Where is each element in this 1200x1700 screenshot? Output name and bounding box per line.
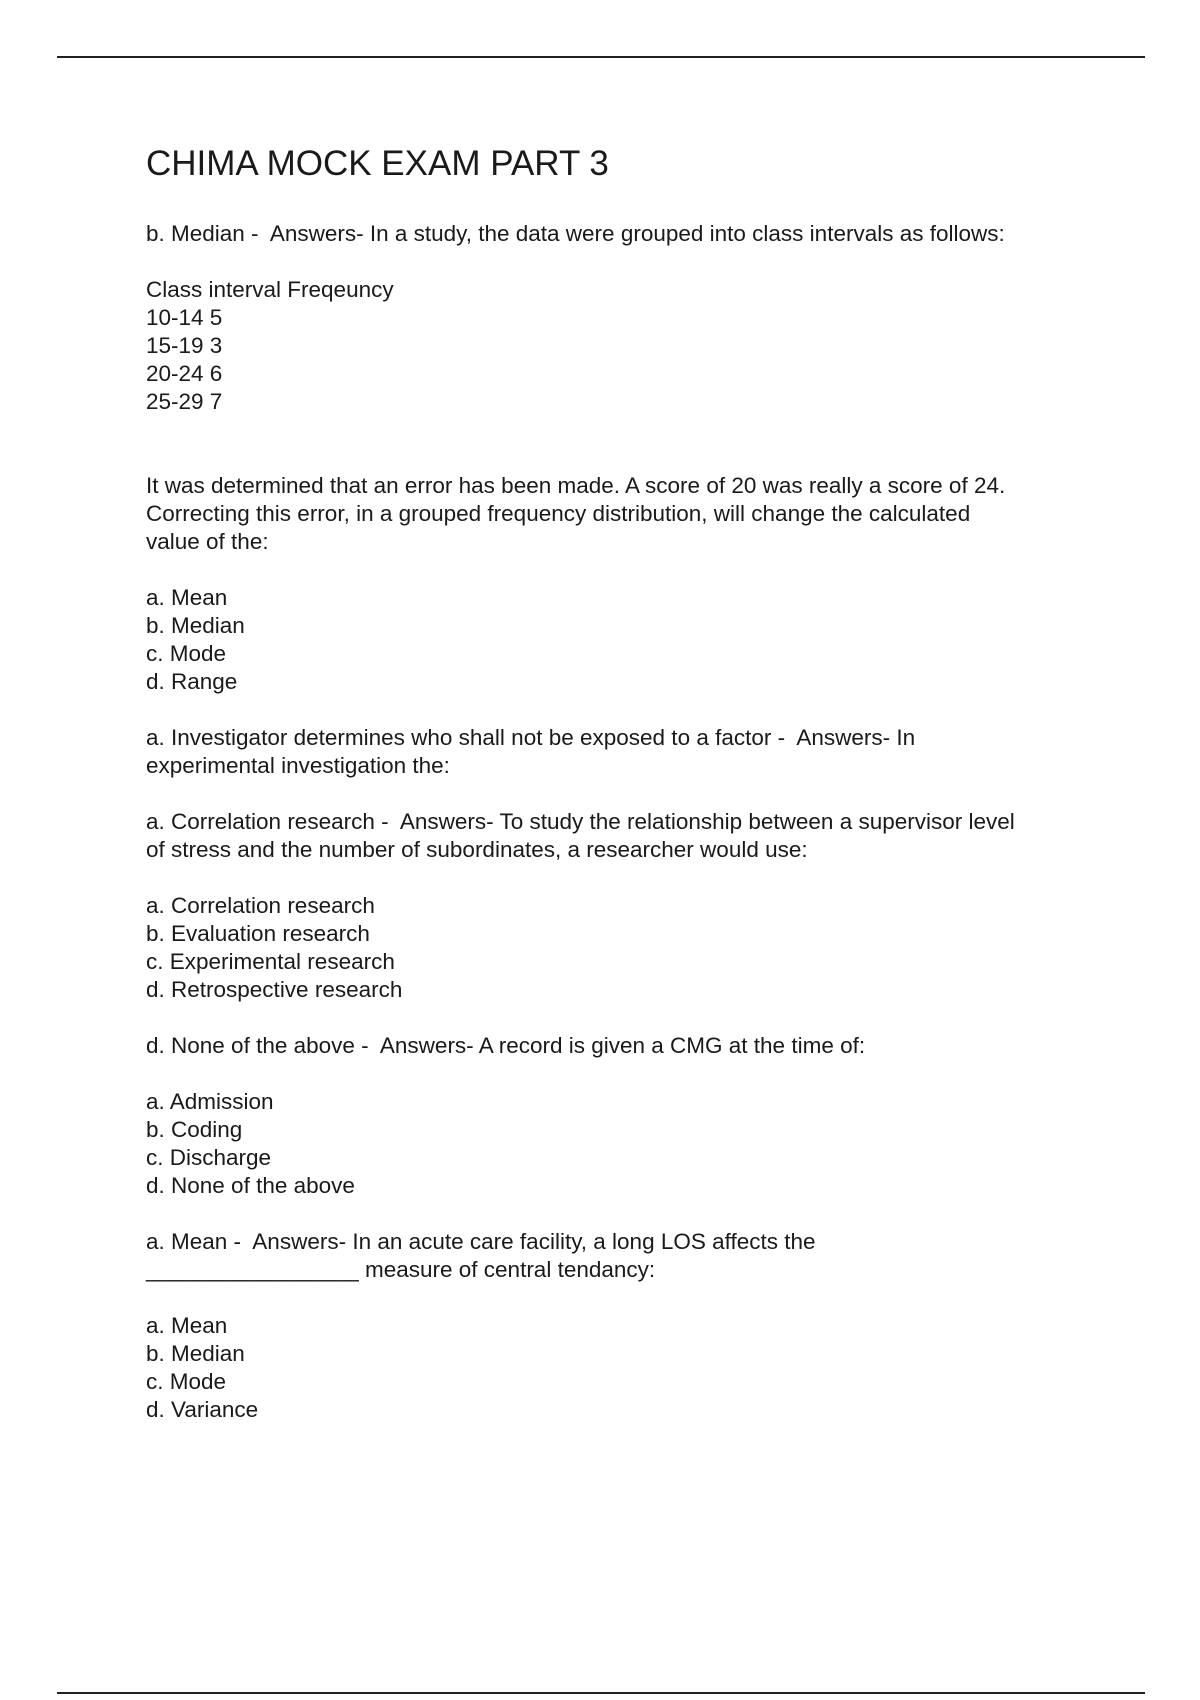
page-title: CHIMA MOCK EXAM PART 3 bbox=[146, 144, 609, 183]
question-1-stem: b. Median - Answers- In a study, the data were grouped into class intervals as follows: bbox=[146, 221, 1005, 246]
bottom-rule bbox=[57, 1692, 1145, 1694]
option-item: d. None of the above bbox=[146, 1173, 355, 1198]
question-4-stem: d. None of the above - Answers- A record is given a CMG at the time of: bbox=[146, 1033, 866, 1058]
option-item: c. Discharge bbox=[146, 1145, 272, 1170]
question-1-text: value of the: bbox=[146, 529, 269, 554]
question-2 bbox=[146, 724, 1096, 808]
question-2-text: experimental investigation the: bbox=[146, 753, 450, 778]
option-item: b. Evaluation research bbox=[146, 921, 370, 946]
option-item: d. Variance bbox=[146, 1397, 259, 1422]
class-table-row: 25-29 7 bbox=[146, 389, 223, 414]
class-table-header: Class interval Freqeuncy bbox=[146, 277, 394, 302]
question-4 bbox=[146, 1032, 1096, 1228]
question-1-text: Correcting this error, in a grouped frequency distribution, will change the calculated bbox=[146, 501, 971, 526]
question-1 bbox=[146, 220, 1096, 724]
option-item: b. Median bbox=[146, 613, 245, 638]
question-5 bbox=[146, 1228, 1096, 1424]
option-item: c. Mode bbox=[146, 1369, 227, 1394]
class-table-row: 15-19 3 bbox=[146, 333, 223, 358]
question-3-text: of stress and the number of subordinates, a researcher would use: bbox=[146, 837, 808, 862]
option-item: b. Median bbox=[146, 1341, 245, 1366]
option-item: a. Correlation research bbox=[146, 893, 375, 918]
option-item: c. Mode bbox=[146, 641, 227, 666]
option-item: a. Mean bbox=[146, 585, 228, 610]
question-2-text: a. Investigator determines who shall not be exposed to a factor - Answers- In bbox=[146, 725, 916, 750]
question-3-text: a. Correlation research - Answers- To study the relationship between a supervisor level bbox=[146, 809, 1015, 834]
option-item: d. Retrospective research bbox=[146, 977, 403, 1002]
option-item: d. Range bbox=[146, 669, 238, 694]
question-3 bbox=[146, 808, 1096, 1032]
option-item: b. Coding bbox=[146, 1117, 243, 1142]
option-item: a. Mean bbox=[146, 1313, 228, 1338]
question-5-text: a. Mean - Answers- In an acute care facility, a long LOS affects the bbox=[146, 1229, 816, 1254]
top-rule bbox=[57, 56, 1145, 58]
page-content bbox=[146, 142, 1096, 1424]
question-1-text: It was determined that an error has been made. A score of 20 was really a score of 24. bbox=[146, 473, 1006, 498]
class-table-row: 10-14 5 bbox=[146, 305, 223, 330]
class-table-row: 20-24 6 bbox=[146, 361, 223, 386]
question-5-text: _________________ measure of central tendancy: bbox=[146, 1257, 656, 1282]
option-item: a. Admission bbox=[146, 1089, 274, 1114]
option-item: c. Experimental research bbox=[146, 949, 395, 974]
